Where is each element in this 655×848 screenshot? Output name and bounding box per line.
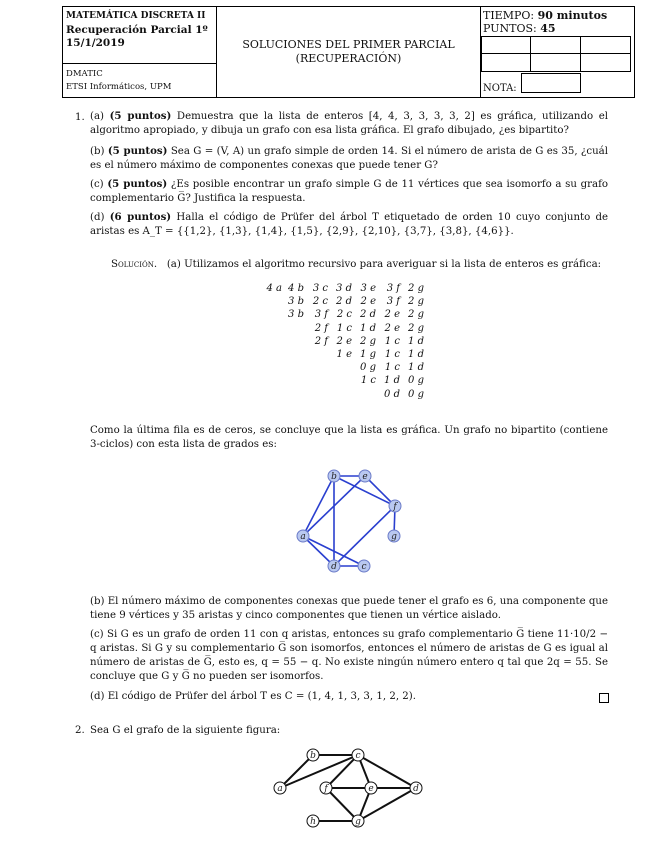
points-label: PUNTOS:	[483, 22, 537, 35]
solution-c: (c) Si G es un grafo de orden 11 con q aristas, entonces su grafo complementario G̅ tiene 11·10/2 − q aristas. Si G y su complementario G̅ son isomorfos, entonces el número de aristas de G es igual al número de aristas de G̅, esto es, q = 55 − q. No existe ningún número entero q tal que 2q = 55. Se concluye que G y G̅ no pueden ser isomorfos.	[90, 629, 608, 682]
title-line-1: SOLUCIONES DEL PRIMER PARCIAL	[242, 38, 455, 51]
graph-node-label: c	[355, 751, 361, 761]
graph-node-label: a	[300, 532, 306, 542]
header-course-cell	[63, 7, 217, 97]
grade-label: NOTA:	[483, 83, 517, 94]
table-cell: 3 f	[314, 309, 328, 321]
part-label: (a)	[90, 111, 105, 122]
graph-node-label: e	[362, 472, 368, 482]
table-cell: 2 e	[384, 309, 400, 321]
edge-b-a	[303, 476, 334, 536]
part-label: (b)	[90, 146, 105, 157]
problem-1c	[90, 177, 608, 206]
course-name: MATEMÁTICA DISCRETA II	[66, 11, 206, 21]
graph-node-label: b	[310, 751, 316, 761]
table-cell: 2 e	[360, 296, 376, 308]
table-cell: 1 c	[384, 349, 400, 360]
solution-a-text: (a) Utilizamos el algoritmo recursivo para averiguar si la lista de enteros es gráfica:	[166, 259, 602, 270]
table-cell: 2 d	[360, 309, 376, 321]
table-cell: 0 g	[408, 375, 424, 387]
points-label: (5 puntos)	[107, 145, 168, 157]
points-label: (5 puntos)	[109, 110, 172, 122]
table-cell: 1 d	[408, 349, 424, 360]
table-cell: 1 g	[360, 349, 376, 360]
table-cell: 3 b	[288, 296, 304, 308]
problem-1a	[90, 109, 608, 138]
grade-box[interactable]	[521, 73, 581, 93]
table-cell: 2 c	[312, 296, 328, 308]
graph-2-figure	[270, 746, 430, 830]
table-cell: 3 e	[360, 283, 376, 294]
graph-node-label: b	[331, 472, 337, 482]
table-cell: 0 g	[408, 388, 424, 400]
table-cell: 0 d	[384, 388, 400, 400]
exam-date: 15/1/2019	[66, 37, 125, 49]
problem-1b	[90, 144, 608, 173]
exam-name: Recuperación Parcial 1º	[66, 23, 208, 36]
solution-heading: Solución.	[111, 259, 158, 270]
part-text: Halla el código de Prüfer del árbol T etiquetado de orden 10 cuyo conjunto de aristas es A_T = {{1,2}, {1,3}, {1,4}, {1,5}, {2,9}, {2,10}, {3,7}, {3,8}, {4,6}}.	[90, 212, 608, 237]
table-cell: 1 c	[384, 335, 400, 347]
graph-node-label: d	[331, 562, 337, 572]
graph-1-figure	[290, 462, 410, 577]
graph-node-label: f	[393, 502, 397, 512]
exam-header	[62, 6, 635, 98]
points-value: 45	[540, 22, 556, 35]
table-cell: 2 e	[336, 335, 352, 347]
table-cell: 2 f	[314, 322, 328, 334]
problem-1d	[90, 210, 608, 239]
table-cell: 4 b	[288, 283, 304, 294]
table-cell: 3 d	[336, 283, 352, 294]
table-cell: 1 d	[360, 322, 376, 334]
table-cell: 1 d	[384, 375, 400, 387]
part-text: Sea G = (V, A) un grafo simple de orden 14. Si el número de arista de G es 35, ¿cuál es el número máximo de componentes conexas que puede tener G?	[90, 146, 608, 171]
solution-a-intro	[111, 258, 608, 272]
time-label: TIEMPO:	[483, 9, 535, 22]
table-cell: 3 b	[288, 309, 304, 321]
graph-1-edges	[303, 476, 395, 566]
table-cell: 2 f	[314, 335, 328, 347]
points-label: (5 puntos)	[107, 178, 168, 190]
solution-a-conclusion: Como la última fila es de ceros, se concluye que la lista es gráfica. Un grafo no bipartito (contiene 3-ciclos) con esta lista de grados es:	[90, 425, 608, 450]
table-cell: 2 g	[408, 296, 424, 308]
table-cell: 2 e	[384, 322, 400, 334]
graph-node-label: h	[310, 817, 316, 827]
table-cell: 2 g	[360, 335, 376, 347]
graph-node-label: d	[413, 784, 419, 794]
solution-b: (b) El número máximo de componentes conexas que puede tener el grafo es 6, una componente que tiene 9 vértices y 35 aristas y cinco componentes que tienen un vértice aislado.	[90, 596, 608, 621]
qed-square	[599, 693, 609, 703]
score-grid	[481, 36, 635, 72]
table-cell: 1 d	[408, 335, 424, 347]
part-text: Demuestra que la lista de enteros [4, 4, 3, 3, 3, 3, 2] es gráfica, utilizando el algoritmo apropiado, y dibuja un grafo con esa lista gráfica. El grafo dibujado, ¿es bipartito?	[90, 111, 608, 136]
table-cell: 3 c	[312, 283, 328, 294]
graph-node-label: g	[355, 817, 361, 827]
graph-node-label: e	[368, 784, 374, 794]
header-score-cell	[481, 7, 635, 97]
points-label: (6 puntos)	[109, 211, 172, 223]
table-cell: 1 c	[336, 322, 352, 334]
table-cell: 0 g	[360, 362, 376, 374]
table-cell: 2 g	[408, 322, 424, 334]
department: DMATIC	[66, 69, 103, 79]
table-cell: 3 f	[386, 296, 400, 308]
problem-2-text: Sea G el grafo de la siguiente figura:	[90, 725, 281, 736]
problem-1-number: 1.	[75, 112, 85, 123]
part-label: (d)	[90, 212, 105, 223]
table-cell: 2 d	[336, 296, 352, 308]
header-title-cell	[217, 7, 481, 97]
table-cell: 2 c	[336, 309, 352, 321]
graph-node-label: a	[277, 784, 283, 794]
table-cell: 3 f	[386, 283, 400, 294]
table-cell: 1 d	[408, 362, 424, 374]
table-cell: 1 c	[384, 362, 400, 374]
edge-f-d	[334, 506, 395, 566]
table-cell: 2 g	[408, 309, 424, 321]
school: ETSI Informáticos, UPM	[66, 82, 172, 92]
graph-node-label: c	[361, 562, 367, 572]
graph-node-label: g	[391, 532, 397, 542]
table-cell: 1 e	[336, 349, 352, 360]
graph-2-edges	[280, 755, 416, 821]
time-value: 90 minutos	[537, 9, 608, 22]
table-cell: 2 g	[408, 283, 424, 294]
part-text: ¿Es posible encontrar un grafo simple G de 11 vértices que sea isomorfo a su grafo complementario G̅? Justifica la respuesta.	[90, 179, 608, 204]
solution-d: (d) El código de Prüfer del árbol T es C = (1, 4, 1, 3, 3, 1, 2, 2).	[90, 691, 416, 702]
problem-2-number: 2.	[75, 725, 85, 736]
title-line-2: (RECUPERACIÓN)	[295, 52, 402, 65]
table-cell: 4 a	[266, 283, 282, 294]
graph-node-label: f	[324, 784, 328, 794]
part-label: (c)	[90, 179, 104, 190]
table-cell: 1 c	[360, 375, 376, 387]
